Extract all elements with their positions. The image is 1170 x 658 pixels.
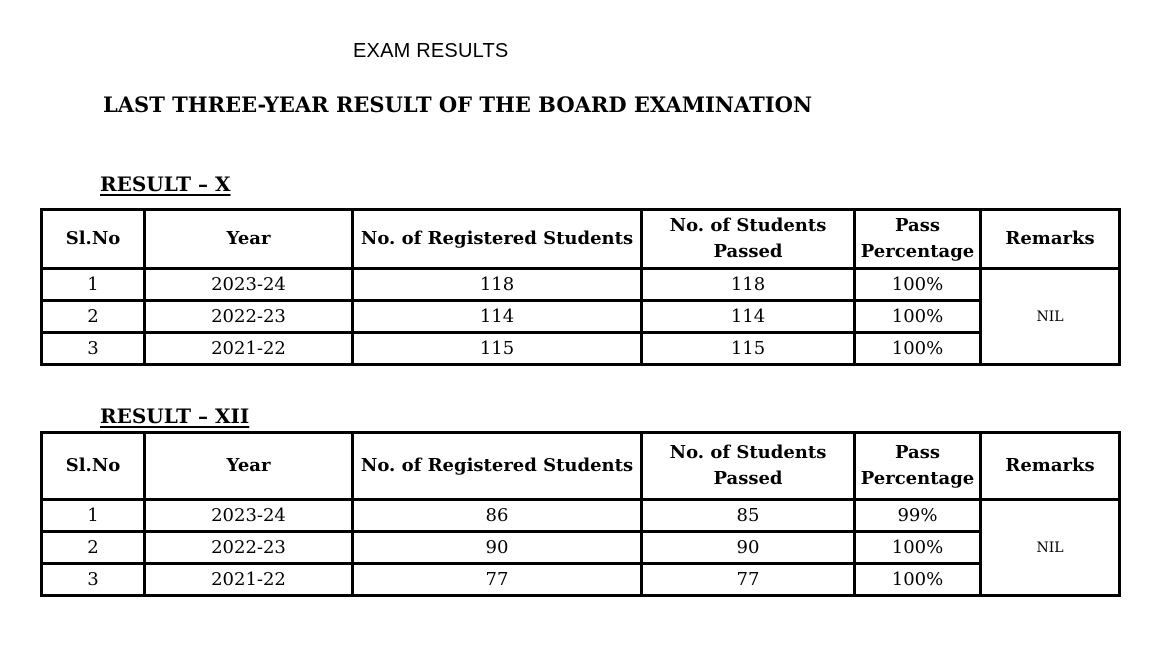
cell-registered: 118 — [353, 269, 642, 301]
cell-registered: 115 — [353, 333, 642, 365]
cell-sl-no: 2 — [42, 301, 145, 333]
cell-passed: 85 — [642, 500, 855, 532]
cell-remarks: NIL — [981, 269, 1120, 365]
cell-sl-no: 2 — [42, 532, 145, 564]
cell-pass-percentage: 100% — [855, 269, 981, 301]
cell-pass-percentage: 100% — [855, 564, 981, 596]
table-row — [42, 500, 1120, 532]
cell-passed: 90 — [642, 532, 855, 564]
header-sl-no: Sl.No — [42, 433, 145, 500]
page-title: EXAM RESULTS — [353, 40, 509, 62]
cell-remarks: NIL — [981, 500, 1120, 596]
cell-sl-no: 1 — [42, 500, 145, 532]
header-pct-line1: Pass — [895, 215, 940, 236]
header-sl-no: Sl.No — [42, 210, 145, 269]
result-xii-heading: RESULT – XII — [100, 404, 250, 428]
header-year: Year — [145, 210, 353, 269]
cell-passed: 115 — [642, 333, 855, 365]
main-heading: LAST THREE-YEAR RESULT OF THE BOARD EXAMINATION — [103, 92, 813, 117]
cell-pass-percentage: 100% — [855, 301, 981, 333]
cell-sl-no: 1 — [42, 269, 145, 301]
header-registered: No. of Registered Students — [353, 210, 642, 269]
table-header-row — [42, 433, 1120, 500]
header-passed-line2: Passed — [713, 241, 783, 262]
cell-passed: 77 — [642, 564, 855, 596]
header-passed-line1: No. of Students — [669, 442, 827, 463]
cell-year: 2022-23 — [145, 301, 353, 333]
table-row — [42, 564, 1120, 596]
cell-registered: 114 — [353, 301, 642, 333]
cell-year: 2023-24 — [145, 500, 353, 532]
header-passed-line2: Passed — [713, 468, 783, 489]
header-remarks: Remarks — [981, 210, 1120, 269]
cell-pass-percentage: 100% — [855, 532, 981, 564]
header-pass-percentage — [855, 210, 981, 269]
header-pass-percentage — [855, 433, 981, 500]
header-passed — [642, 433, 855, 500]
header-pct-line2: Percentage — [860, 241, 975, 262]
header-pct-line2: Percentage — [860, 468, 975, 489]
cell-registered: 77 — [353, 564, 642, 596]
cell-year: 2021-22 — [145, 333, 353, 365]
header-registered: No. of Registered Students — [353, 433, 642, 500]
cell-pass-percentage: 99% — [855, 500, 981, 532]
table-row — [42, 269, 1120, 301]
table-row — [42, 532, 1120, 564]
cell-sl-no: 3 — [42, 333, 145, 365]
cell-passed: 118 — [642, 269, 855, 301]
cell-year: 2023-24 — [145, 269, 353, 301]
cell-registered: 90 — [353, 532, 642, 564]
cell-sl-no: 3 — [42, 564, 145, 596]
header-passed-line1: No. of Students — [669, 215, 827, 236]
result-x-table — [40, 208, 1121, 366]
header-pct-line1: Pass — [895, 442, 940, 463]
header-remarks: Remarks — [981, 433, 1120, 500]
cell-registered: 86 — [353, 500, 642, 532]
cell-pass-percentage: 100% — [855, 333, 981, 365]
cell-year: 2021-22 — [145, 564, 353, 596]
table-row — [42, 301, 1120, 333]
table-row — [42, 333, 1120, 365]
cell-year: 2022-23 — [145, 532, 353, 564]
cell-passed: 114 — [642, 301, 855, 333]
result-xii-table — [40, 431, 1121, 597]
header-passed — [642, 210, 855, 269]
result-x-heading: RESULT – X — [100, 172, 231, 196]
header-year: Year — [145, 433, 353, 500]
table-header-row — [42, 210, 1120, 269]
